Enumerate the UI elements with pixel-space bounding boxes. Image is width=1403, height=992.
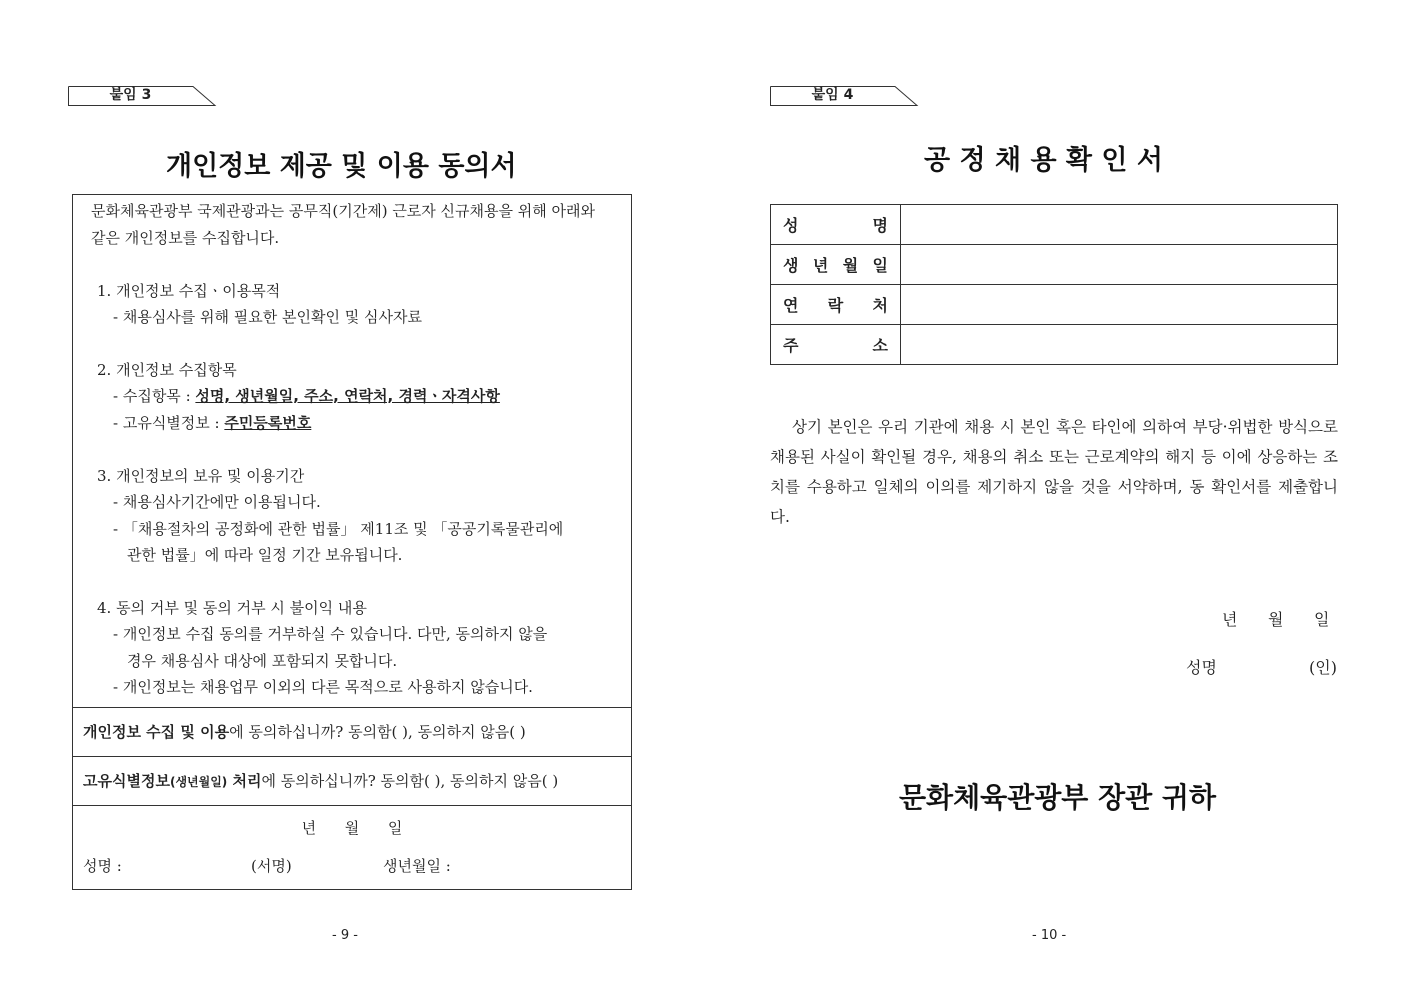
- applicant-info-table: [770, 204, 1338, 365]
- name-field[interactable]: [901, 205, 1338, 245]
- intro-line-2: 같은 개인정보를 수집합니다.: [91, 229, 280, 247]
- table-row: [771, 285, 1338, 325]
- date-line: 년 월 일: [1222, 610, 1330, 629]
- seal-mark: (인): [1309, 658, 1337, 677]
- birthdate-field[interactable]: [901, 245, 1338, 285]
- section-1-item: - 채용심사를 위해 필요한 본인확인 및 심사자료: [113, 308, 422, 326]
- sign-seal: (서명): [251, 857, 292, 875]
- row-label-contact: 연 락 처: [771, 285, 901, 325]
- section-3-title: 3. 개인정보의 보유 및 이용기간: [97, 467, 305, 485]
- date-line: 년 월 일: [301, 819, 403, 837]
- table-row: [771, 205, 1338, 245]
- consent-2-subject: 고유식별정보: [83, 772, 170, 790]
- section-4-item-1-line-2: 경우 채용심사 대상에 포함되지 못합니다.: [127, 652, 398, 670]
- unique-id-value: 주민등록번호: [224, 414, 312, 432]
- consent-question-1[interactable]: [83, 722, 526, 742]
- consent-2-options: 에 동의하십니까? 동의함( ), 동의하지 않음( ): [261, 772, 559, 790]
- page-title: 공 정 채 용 확 인 서: [924, 145, 1163, 176]
- row-label-birthdate: 생 년 월 일: [771, 245, 901, 285]
- intro-line-1: 문화체육관광부 국제관광과는 공무직(기간제) 근로자 신규채용을 위해 아래와: [91, 202, 595, 220]
- tag-label: 붙임 3: [109, 87, 152, 103]
- row-label-name: 성 명: [771, 205, 901, 245]
- page-number: - 9 -: [332, 928, 358, 943]
- consent-1-subject: 개인정보 수집 및 이용: [83, 723, 230, 741]
- consent-2-subject-note: (생년월일): [169, 775, 228, 789]
- collect-items-value: 성명, 생년월일, 주소, 연락처, 경력ㆍ자격사항: [195, 387, 500, 405]
- consent-question-2[interactable]: [83, 771, 558, 792]
- section-4-title: 4. 동의 거부 및 동의 거부 시 불이익 내용: [97, 599, 367, 617]
- sign-name-label: 성명 :: [83, 857, 122, 875]
- section-2-item-2: [113, 413, 311, 433]
- address-field[interactable]: [901, 325, 1338, 365]
- section-4-item-2: - 개인정보는 채용업무 이외의 다른 목적으로 사용하지 않습니다.: [113, 678, 533, 696]
- divider: [73, 756, 631, 757]
- consent-1-options: 에 동의하십니까? 동의함( ), 동의하지 않음( ): [229, 723, 526, 741]
- row-label-address: 주 소: [771, 325, 901, 365]
- tag-label: 붙임 4: [811, 87, 854, 103]
- contact-field[interactable]: [901, 285, 1338, 325]
- section-3-item-2-line-1: - 「채용절차의 공정화에 관한 법률」 제11조 및 「공공기록물관리에: [113, 520, 564, 538]
- section-2-item-1: [113, 386, 500, 406]
- section-1-title: 1. 개인정보 수집ㆍ이용목적: [97, 282, 281, 300]
- consent-2-subject-tail: 처리: [227, 772, 262, 790]
- unique-id-label: - 고유식별정보 :: [113, 414, 225, 432]
- page-title: 개인정보 제공 및 이용 동의서: [166, 151, 517, 182]
- sign-birth-label: 생년월일 :: [383, 857, 451, 875]
- section-3-item-2-line-2: 관한 법률」에 따라 일정 기간 보유됩니다.: [127, 546, 403, 564]
- pledge-paragraph: 상기 본인은 우리 기관에 채용 시 본인 혹은 타인에 의하여 부당·위법한 방식으로 채용된 사실이 확인될 경우, 채용의 취소 또는 근로계약의 해지 등 이에 상응하는 조치를 수용하고 일체의 이의를 제기하지 않을 것을 서약하며, 동 확인서를 제출합니다.: [770, 418, 1338, 526]
- section-4-item-1-line-1: - 개인정보 수집 동의를 거부하실 수 있습니다. 다만, 동의하지 않을: [113, 625, 548, 643]
- divider: [73, 805, 631, 806]
- table-row: [771, 245, 1338, 285]
- section-3-item-1: - 채용심사기간에만 이용됩니다.: [113, 493, 321, 511]
- sign-label: 성명: [1186, 658, 1217, 677]
- section-2-title: 2. 개인정보 수집항목: [97, 361, 237, 379]
- collect-items-label: - 수집항목 :: [113, 387, 196, 405]
- addressee: 문화체육관광부 장관 귀하: [899, 781, 1217, 814]
- page-10: [702, 0, 1403, 992]
- divider: [73, 707, 631, 708]
- page-number: - 10 -: [1032, 928, 1067, 943]
- table-row: [771, 325, 1338, 365]
- consent-form-box: [72, 194, 632, 890]
